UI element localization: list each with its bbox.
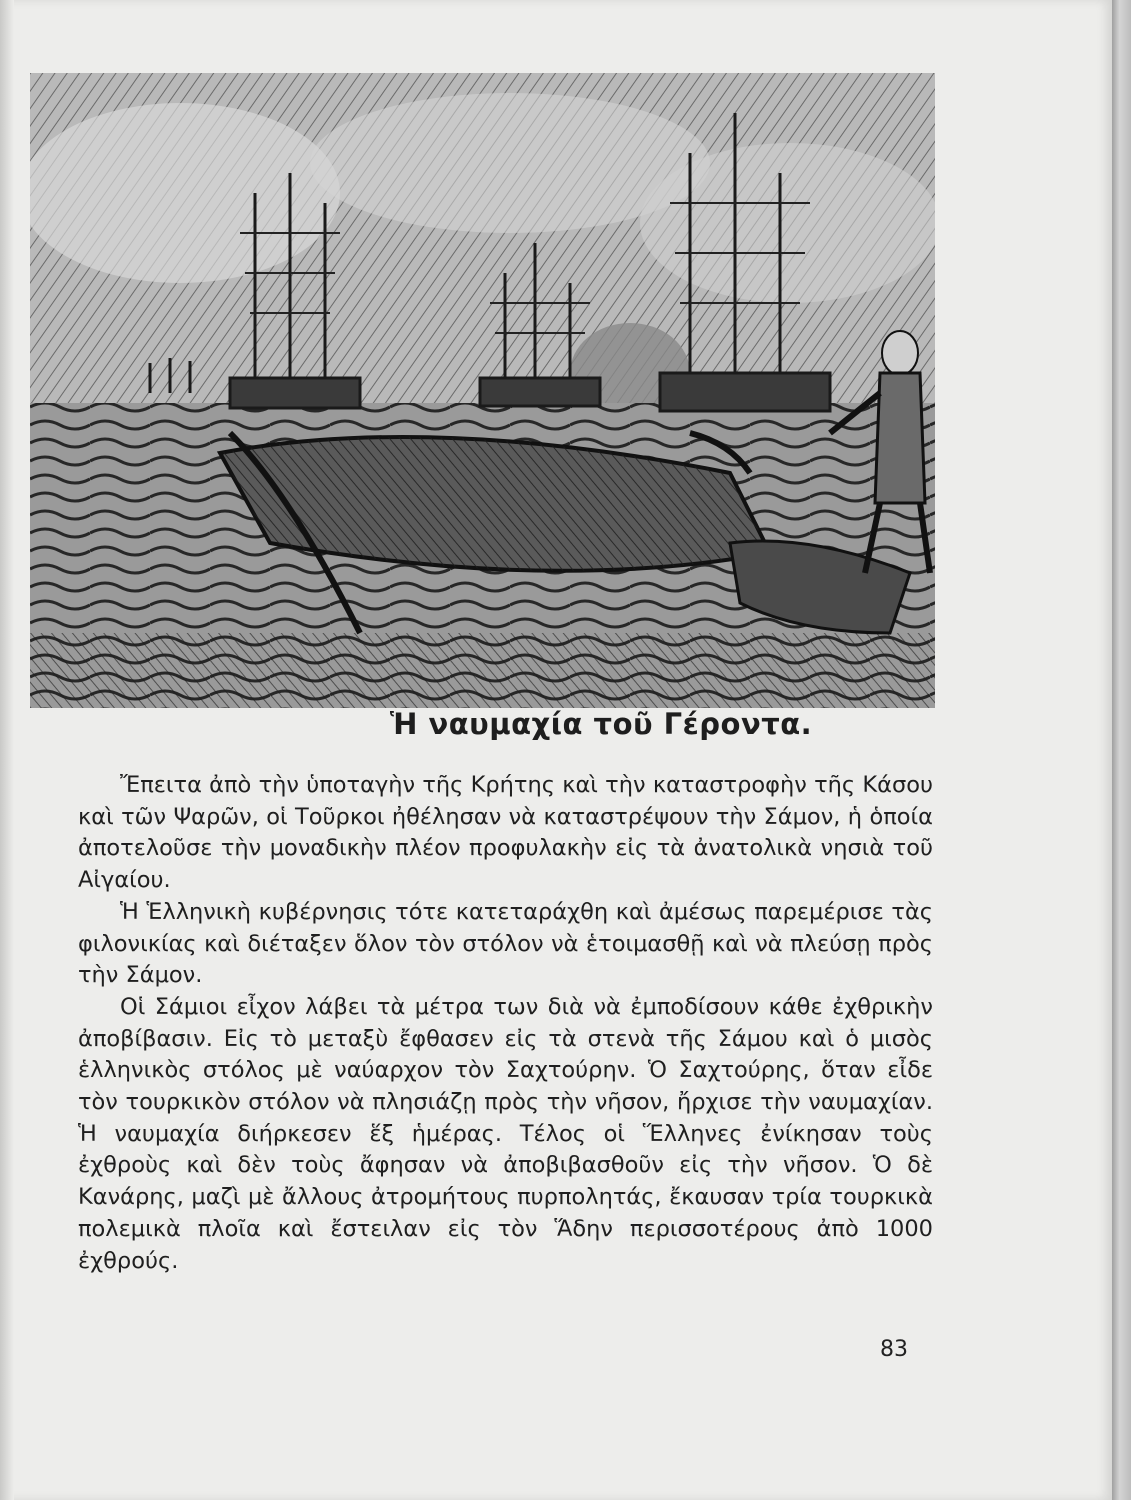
body-text [78,770,933,1277]
paragraph-1: Ἔπειτα ἀπὸ τὴν ὑποταγὴν τῆς Κρήτης καὶ τὴν καταστροφὴν τῆς Κάσου καὶ τῶν Ψαρῶν, οἱ Τοῦρκοι ἠθέλησαν νὰ καταστρέψουν τὴν Σάμον, ἡ ὁποία ἀποτελοῦσε τὴν μοναδικὴν πλέον προφυλακὴν εἰς τὰ ἀνατολικὰ νησιὰ τοῦ Αἰγαίου. [78,772,933,894]
illustration-caption [0,707,1112,741]
page-spine-shadow [0,0,14,1500]
caption-text: Ἡ ναυμαχία τοῦ Γέροντα. [389,707,813,741]
paragraph-3: Οἱ Σάμιοι εἶχον λάβει τὰ μέτρα των διὰ νὰ ἐμποδίσουν κάθε ἐχθρικὴν ἀποβίβασιν. Εἰς τὸ μεταξὺ ἔφθασεν εἰς τὰ στενὰ τῆς Σάμου καὶ ὁ μισὸς ἑλληνικὸς στόλος μὲ ναύαρχον τὸν Σαχτούρην. Ὁ Σαχτούρης, ὅταν εἶδε τὸν τουρκικὸν στόλον νὰ πλησιάζῃ πρὸς τὴν νῆσον, ἤρχισε τὴν ναυμαχίαν. Ἡ ναυμαχία διήρκεσεν ἕξ ἡμέρας. Τέλος οἱ Ἕλληνες ἐνίκησαν τοὺς ἐχθροὺς καὶ δὲν τοὺς ἄφησαν νὰ ἀποβιβασθοῦν εἰς τὴν νῆσον. Ὁ δὲ Κανάρης, μαζὶ μὲ ἄλλους ἀτρομήτους πυρπολητάς, ἔκαυσαν τρία τουρκικὰ πολεμικὰ πλοῖα καὶ ἔστειλαν εἰς τὸν Ἅδην περισσοτέρους ἀπὸ 1000 ἐχθρούς. [78,993,933,1274]
paragraph-2: Ἡ Ἑλληνικὴ κυβέρνησις τότε κατεταράχθη καὶ ἀμέσως παρεμέρισε τὰς φιλονικίας καὶ διέταξεν ὅλον τὸν στόλον νὰ ἑτοιμασθῇ καὶ νὰ πλεύσῃ πρὸς τὴν Σάμον. [78,898,933,989]
page-edge [1112,0,1131,1500]
naval-battle-illustration [30,73,935,708]
page-number: 83 [880,1337,908,1362]
